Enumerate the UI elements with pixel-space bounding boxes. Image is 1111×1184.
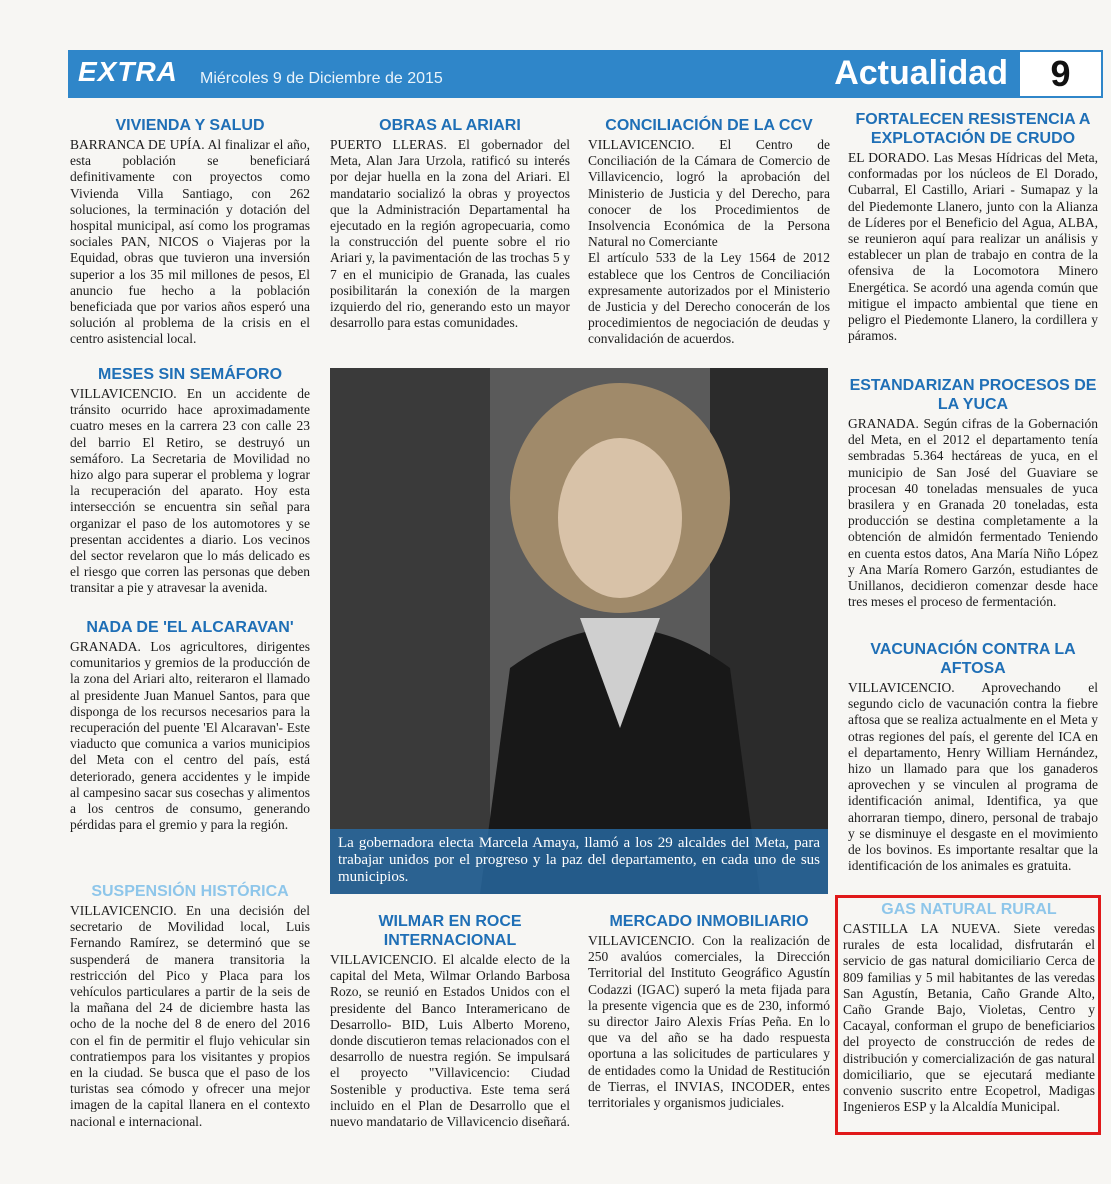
article-wilmar [330, 912, 570, 1130]
article-inmobiliario [588, 912, 830, 1111]
section-title: Actualidad [834, 54, 1008, 92]
article-body: PUERTO LLERAS. El gobernador del Meta, Alan Jara Urzola, ratificó su interés por dejar huella en la zona del Ariari. El mandatario socializó la obras y proyectos que la Administración Departamental ha ejecutado en la región agropecuaria, como la construcción del puente sobre el rio Ariari y, la pavimentación de las trochas 5 y 7 en el municipio de Granada, las cuales posibilitarán la conexión de la margen izquierdo del rio, generando esto un mayor desarrollo para estas comunidades. [330, 137, 570, 331]
portrait-image [330, 368, 828, 894]
article-body: VILLAVICENCIO. Aprovechando el segundo ciclo de vacunación contra la fiebre aftosa que se realiza actualmente en el Meta y otras regiones del país, el gerente del ICA en el departamento, Henry William Hernández, hizo un llamado para que los ganaderos aprovechen y se vinculen al programa de identificación animal, Identifica, ya que ahorraran tiempo, dinero, personal de trabajo y se disminuye el desgaste en el movimiento de los bovinos. Es importante resaltar que la identificación de los animales es gratuita. [848, 680, 1098, 874]
article-fortalecen [848, 110, 1098, 344]
article-body: CASTILLA LA NUEVA. Siete veredas rurales de esta localidad, disfrutarán el servicio de gas natural domiciliario Cerca de 809 familias y 5 mil habitantes de las veredas San Agustín, Betania, Caño Grande Alto, Caño Grande Bajo, Violetas, Centro y Cacayal, conforman el grupo de beneficiarios del proyecto de construcción de redes de distribución y comercialización de gas natural domiciliario, que se ejecutará mediante convenio suscrito entre Ecopetrol, Madigas Ingenieros ESP y la Alcaldía Municipal. [843, 921, 1095, 1115]
article-ccv [588, 116, 830, 348]
article-title: MERCADO INMOBILIARIO [609, 913, 809, 930]
article-title: VIVIENDA Y SALUD [115, 117, 265, 134]
masthead [68, 50, 1103, 98]
article-title: MESES SIN SEMÁFORO [97, 366, 283, 383]
governor-photo [330, 368, 828, 894]
article-vivienda [70, 116, 310, 348]
article-alcaravan [70, 618, 310, 833]
article-title: FORTALECEN RESISTENCIA A EXPLOTACIÓN DE CRUDO [855, 111, 1091, 147]
newspaper-logo: EXTRA [78, 56, 178, 87]
article-suspension [70, 882, 310, 1130]
article-body: VILLAVICENCIO. En una decisión del secretario de Movilidad local, Luis Fernando Ramírez, se determinó que se suspenderá de manera transitoria la restricción del Pico y Placa para los vehículos particulares a partir de la seis de la mañana del 24 de diciembre hasta las ocho de la noche del 8 de enero del 2016 con el fin de permitir el flujo vehicular sin contratiempos para los visitantes y propios en la ciudad. Se busca que el paso de los turistas sea cómodo y ofrecer una mejor imagen de la capital llanera en el contexto nacional e internacional. [70, 903, 310, 1129]
article-body: VILLAVICENCIO. Con la realización de 250 avalúos comerciales, la Dirección Territorial del Instituto Geográfico Agustín Codazzi (IGAC) superó la meta fijada para la presente vigencia que es de 230, informó su director Jairo Alexis Frías Peña. En lo que va del año se ha dado respuesta oportuna a las solicitudes de particulares y de entidades como la Unidad de Restitución de Tierras, el INVIAS, INCODER, entes territoriales y organismos judiciales. [588, 933, 830, 1111]
article-title: CONCILIACIÓN DE LA CCV [605, 117, 813, 134]
article-title: NADA DE 'EL ALCARAVAN' [86, 619, 294, 636]
article-body: VILLAVICENCIO. El alcalde electo de la capital del Meta, Wilmar Orlando Barbosa Rozo, se reunió en Estados Unidos con el presidente del Banco Interamericano de Desarrollo- BID, Luis Alberto Moreno, donde discutieron temas relacionados con el desarrollo de nuestra región. Se impulsará el proyecto "Villavicencio: Ciudad Sostenible y productiva. Este tema será incluido en el Plan de Desarrollo que el nuevo mandatario de Villavicencio diseñará. [330, 952, 570, 1130]
article-title: VACUNACIÓN CONTRA LA AFTOSA [870, 641, 1076, 677]
article-title: ESTANDARIZAN PROCESOS DE LA YUCA [849, 377, 1097, 413]
article-body: BARRANCA DE UPÍA. Al finalizar el año, esta población se beneficiará definitivamente con proyectos como Vivienda Villa Santiago, con 262 soluciones, la terminación y dotación del hospital municipal, así como los programas sociales PAN, NICOS o Viajeras por la Equidad, obras que tuvieron una inversión superior a los 35 mil millones de pesos, El anuncio fue hecho a la población beneficiada que por varios años esperó una solución al problema de la crisis en el centro asistencial local. [70, 137, 310, 347]
article-aftosa [848, 640, 1098, 874]
article-semaforo [70, 365, 310, 597]
article-title: WILMAR EN ROCE INTERNACIONAL [378, 913, 522, 949]
page-number: 9 [1018, 50, 1103, 98]
article-body: GRANADA. Los agricultores, dirigentes comunitarios y gremios de la producción de la zona del Ariari alto, reiteraron el llamado al presidente Juan Manuel Santos, para que disponga de los recursos necesarios para la recuperación del puente 'El Alcaravan'- Este viaducto que comunica a varios municipios del Meta con el centro del país, está deteriorado, genera accidentes y le impide al campesino sacar sus cosechas y alimentos a los centros de consumo, generando pérdidas para el gremio y para la región. [70, 639, 310, 833]
article-yuca [848, 376, 1098, 610]
article-title: OBRAS AL ARIARI [379, 117, 521, 134]
article-body: VILLAVICENCIO. El Centro de Conciliación de la Cámara de Comercio de Villavicencio, logró la aprobación del Ministerio de Justicia y del Derecho, para conocer de los Procedimientos de Insolvencia Económica de la Persona Natural no Comerciante [588, 137, 830, 250]
article-ariari [330, 116, 570, 331]
article-title: SUSPENSIÓN HISTÓRICA [91, 883, 289, 900]
article-title: GAS NATURAL RURAL [881, 901, 1057, 918]
photo-caption: La gobernadora electa Marcela Amaya, llamó a los 29 alcaldes del Meta, para trabajar unidos por el progreso y la paz del departamento, en cada uno de sus municipios. [330, 829, 828, 894]
issue-date: Miércoles 9 de Diciembre de 2015 [200, 70, 443, 87]
article-body: VILLAVICENCIO. En un accidente de tránsito ocurrido hace aproximadamente cuatro meses en la carrera 23 con calle 23 del barrio El Retiro, se destruyó un semáforo. La Secretaria de Movilidad no hizo algo para superar el problema y lograr la recuperación del aparato. Hoy esta intersección se encuentra sin señal para organizar el paso de los automotores y se presentan accidentes a diario. Los vecinos del sector revelaron que lo más delicado es el riesgo que corren las personas que deben transitar a pie y atravesar la avenida. [70, 386, 310, 596]
article-body: GRANADA. Según cifras de la Gobernación del Meta, en el 2012 el departamento tenía sembradas 5.364 hectáreas de yuca, en el municipio de San José del Guaviare se procesan 40 toneladas mensuales de yuca brasilera y en Granada 20 toneladas, esta producción se destina completamente a la obtención de almidón fermentado Teniendo en cuenta estos datos, Ana María Niño López y Ana María Romero Garzón, estudiantes de Unillanos, decidieron comenzar desde hace tres meses el proceso de fermentación. [848, 416, 1098, 610]
article-body-continued: El artículo 533 de la Ley 1564 de 2012 establece que los Centros de Conciliación expresamente autorizados por el Ministerio de Justicia y del Derecho conocerán de los procedimientos de negociación de deudas y convalidación de acuerdos. [588, 250, 830, 347]
article-body: EL DORADO. Las Mesas Hídricas del Meta, conformadas por los núcleos de El Dorado, Cubarral, El Castillo, Ariari - Sumapaz y la del Piedemonte Llanero, junto con la Alianza de Líderes por el Beneficio del Agua, ALBA, se reunieron aquí para realizar un análisis y establecer un plan de trabajo en contra de la ofensiva de la Locomotora Minero Energética. Se acordó una agenda común que mitigue el impacto ambiental que tiene en peligro el Piedemonte Llanero, la cordillera y páramos. [848, 150, 1098, 344]
article-gas [843, 900, 1095, 1115]
